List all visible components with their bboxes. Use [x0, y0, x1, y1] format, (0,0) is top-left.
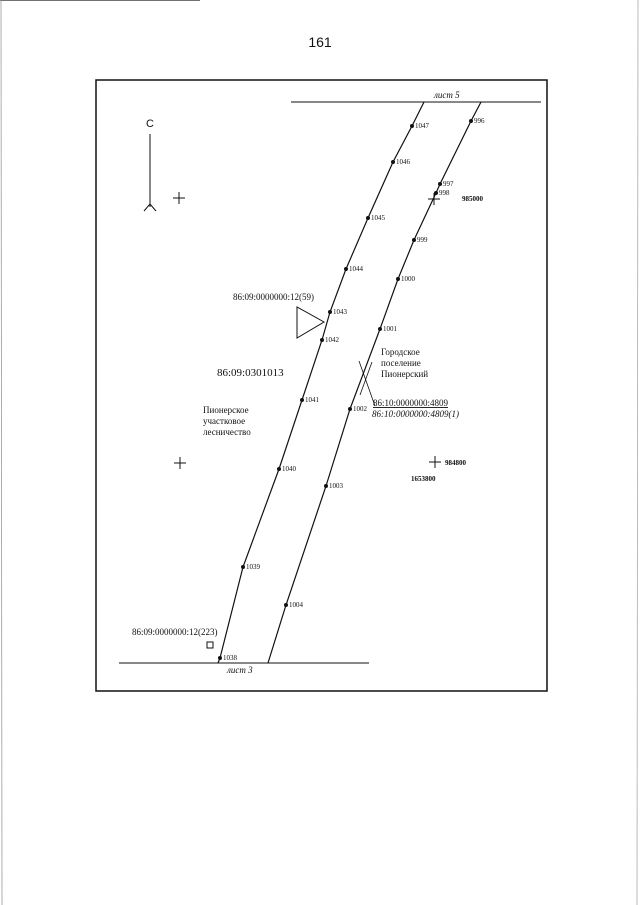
- boundary-point-1044: [344, 267, 348, 271]
- boundary-point-998: [434, 191, 438, 195]
- north-letter: С: [146, 118, 154, 130]
- point-label-996: 996: [474, 117, 485, 125]
- north-arrow-icon: [144, 134, 156, 211]
- page-number: 161: [308, 34, 332, 50]
- point-label-1039: 1039: [246, 563, 260, 571]
- grid-label-984800: 984800: [445, 459, 466, 467]
- parcel-label-59: 86:09:0000000:12(59): [233, 292, 314, 302]
- point-label-1040: 1040: [282, 465, 296, 473]
- point-label-1045: 1045: [371, 214, 385, 222]
- parcel-label-4809-1: 86:10:0000000:4809(1): [372, 409, 459, 419]
- point-label-998: 998: [439, 189, 450, 197]
- point-label-1002: 1002: [353, 405, 367, 413]
- boundary-point-1039: [241, 565, 245, 569]
- boundary-point-1042: [320, 338, 324, 342]
- boundary-point-1000: [396, 277, 400, 281]
- boundary-point-1001: [378, 327, 382, 331]
- point-label-999: 999: [417, 236, 428, 244]
- boundary-point-1002: [348, 407, 352, 411]
- parcel-label-223: 86:09:0000000:12(223): [132, 627, 218, 637]
- settlement-label-1: Городское: [381, 347, 420, 357]
- point-label-1046: 1046: [396, 158, 410, 166]
- forestry-label-2: участковое: [203, 416, 246, 426]
- boundary-point-997: [438, 182, 442, 186]
- grid-cross-icon: [429, 456, 441, 468]
- point-label-997: 997: [443, 180, 454, 188]
- boundary-point-1040: [277, 467, 281, 471]
- point-label-1047: 1047: [415, 122, 429, 130]
- forestry-label-3: лесничество: [203, 427, 251, 437]
- boundary-point-1038: [218, 656, 222, 660]
- grid-cross-icon: [173, 192, 185, 204]
- boundary-point-1047: [410, 124, 414, 128]
- sheet-label-bottom: лист 3: [227, 665, 253, 675]
- point-label-1038: 1038: [223, 654, 237, 662]
- point-label-1004: 1004: [289, 601, 303, 609]
- grid-label-985000: 985000: [462, 195, 483, 203]
- point-label-1043: 1043: [333, 308, 347, 316]
- boundary-point-996: [469, 119, 473, 123]
- point-label-1000: 1000: [401, 275, 415, 283]
- boundary-point-1041: [300, 398, 304, 402]
- point-label-1041: 1041: [305, 396, 319, 404]
- forestry-label-1: Пионерское: [203, 405, 249, 415]
- point-label-1001: 1001: [383, 325, 397, 333]
- boundary-line-left: [218, 102, 424, 663]
- boundary-point-1003: [324, 484, 328, 488]
- triangle-marker-icon: [297, 307, 324, 338]
- point-label-1044: 1044: [349, 265, 363, 273]
- cadastral-quarter-label: 86:09:0301013: [217, 367, 284, 379]
- point-label-1042: 1042: [325, 336, 339, 344]
- settlement-label-3: Пионерский: [381, 369, 429, 379]
- grid-label-1653800: 1653800: [411, 475, 436, 483]
- point-label-1003: 1003: [329, 482, 343, 490]
- boundary-point-999: [412, 238, 416, 242]
- square-marker-icon: [207, 642, 213, 648]
- boundary-point-1045: [366, 216, 370, 220]
- sheet-label-top: лист 5: [434, 90, 460, 100]
- grid-cross-icon: [174, 457, 186, 469]
- boundary-point-1043: [328, 310, 332, 314]
- parcel-label-4809: 86:10:0000000:4809: [373, 398, 449, 408]
- boundary-point-1046: [391, 160, 395, 164]
- boundary-point-1004: [284, 603, 288, 607]
- map-frame: [96, 80, 547, 691]
- settlement-label-2: поселение: [381, 358, 421, 368]
